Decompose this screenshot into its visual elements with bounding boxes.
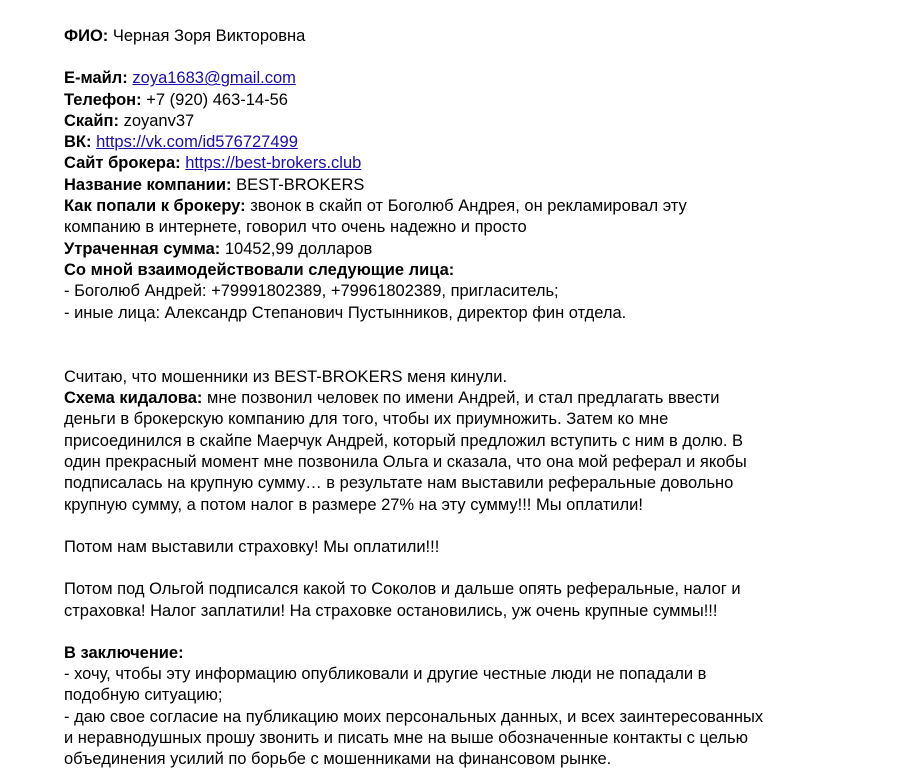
phone-label: Телефон: — [64, 90, 142, 109]
person-item: - Боголюб Андрей: +79991802389, +79961802389, пригласитель; — [64, 282, 559, 301]
broker-site-row — [64, 153, 864, 174]
person-item: - иные лица: Александр Степанович Пустынников, директор фин отдела. — [64, 303, 627, 322]
scheme-line: один прекрасный момент мне позвонила Ольга и сказала, что она мой реферал и якобы — [64, 453, 747, 472]
skype-value: zoyanv37 — [123, 111, 195, 130]
lost-label: Утраченная сумма: — [64, 239, 221, 258]
conclusion-line: подобную ситуацию; — [64, 686, 223, 705]
story-intro: Считаю, что мошенники из BEST-BROKERS меня кинули. — [64, 367, 508, 386]
email-link[interactable]: zoya1683@gmail.com — [132, 69, 296, 88]
phone-value: +7 (920) 463-14-56 — [146, 90, 288, 109]
contacts-block — [64, 68, 864, 324]
email-row — [64, 68, 864, 89]
scheme-line: деньги в брокерскую компанию для того, чтобы их приумножить. Затем ко мне — [64, 410, 669, 429]
skype-label: Скайп: — [64, 111, 119, 130]
conclusion-line: - даю свое согласие на публикацию моих персональных данных, и всех заинтересованных — [64, 707, 764, 726]
how-value-line1: звонок в скайп от Боголюб Андрея, он рекламировал эту — [250, 197, 687, 216]
broker-site-link[interactable]: https://best-brokers.club — [185, 154, 362, 173]
scheme-line: мне позвонил человек по имени Андрей, и стал предлагать ввести — [206, 389, 720, 408]
lost-value: 10452,99 долларов — [224, 239, 373, 258]
how-label: Как попали к брокеру: — [64, 197, 246, 216]
scheme-line: присоединился в скайпе Маерчук Андрей, который предложил вступить с ним в долю. В — [64, 431, 744, 450]
company-row — [64, 175, 864, 196]
persons-heading — [64, 260, 864, 281]
scheme-line: крупную сумму, а потом налог в размере 27% на эту сумму!!! Мы оплатили! — [64, 495, 643, 514]
scheme-row — [64, 388, 864, 409]
scheme-label: Схема кидалова: — [64, 389, 203, 408]
fio-row — [64, 26, 864, 47]
sokolov-paragraph — [64, 579, 864, 622]
fio-value: Черная Зоря Викторовна — [112, 27, 306, 45]
conclusion-heading — [64, 643, 864, 664]
broker-site-label: Сайт брокера: — [64, 154, 181, 173]
conclusion-block — [64, 643, 864, 771]
email-label: Е-майл: — [64, 69, 128, 88]
story-block — [64, 367, 864, 516]
how-row — [64, 196, 864, 217]
conclusion-line: и неравнодушных прошу звонить и писать мне на выше обозначенные контакты с целью — [64, 729, 748, 748]
insurance-paragraph: Потом нам выставили страховку! Мы оплатили!!! — [64, 537, 440, 556]
conclusion-line: объединения усилий по борьбе с мошенниками на финансовом рынке. — [64, 750, 612, 769]
vk-row — [64, 132, 864, 153]
scheme-line: подписалась на крупную сумму… в результате нам выставили реферальные довольно — [64, 474, 734, 493]
skype-row — [64, 111, 864, 132]
phone-row — [64, 90, 864, 111]
sokolov-line: страховка! Налог заплатили! На страховке остановились, уж очень крупные суммы!!! — [64, 601, 718, 620]
document-body — [64, 26, 864, 771]
lost-row — [64, 239, 864, 260]
how-value-line2: компанию в интернете, говорил что очень надежно и просто — [64, 218, 527, 237]
vk-link[interactable]: https://vk.com/id576727499 — [96, 133, 298, 152]
sokolov-line: Потом под Ольгой подписался какой то Соколов и дальше опять реферальные, налог и — [64, 580, 741, 599]
company-label: Название компании: — [64, 175, 232, 194]
company-value: BEST-BROKERS — [236, 175, 365, 194]
how-row-continued — [64, 217, 864, 238]
fio-label: ФИО: — [64, 27, 109, 45]
conclusion-label: В заключение: — [64, 643, 184, 662]
conclusion-line: - хочу, чтобы эту информацию опубликовали и другие честные люди не попадали в — [64, 665, 707, 684]
vk-label: ВК: — [64, 133, 92, 152]
persons-label: Со мной взаимодействовали следующие лица: — [64, 260, 455, 279]
